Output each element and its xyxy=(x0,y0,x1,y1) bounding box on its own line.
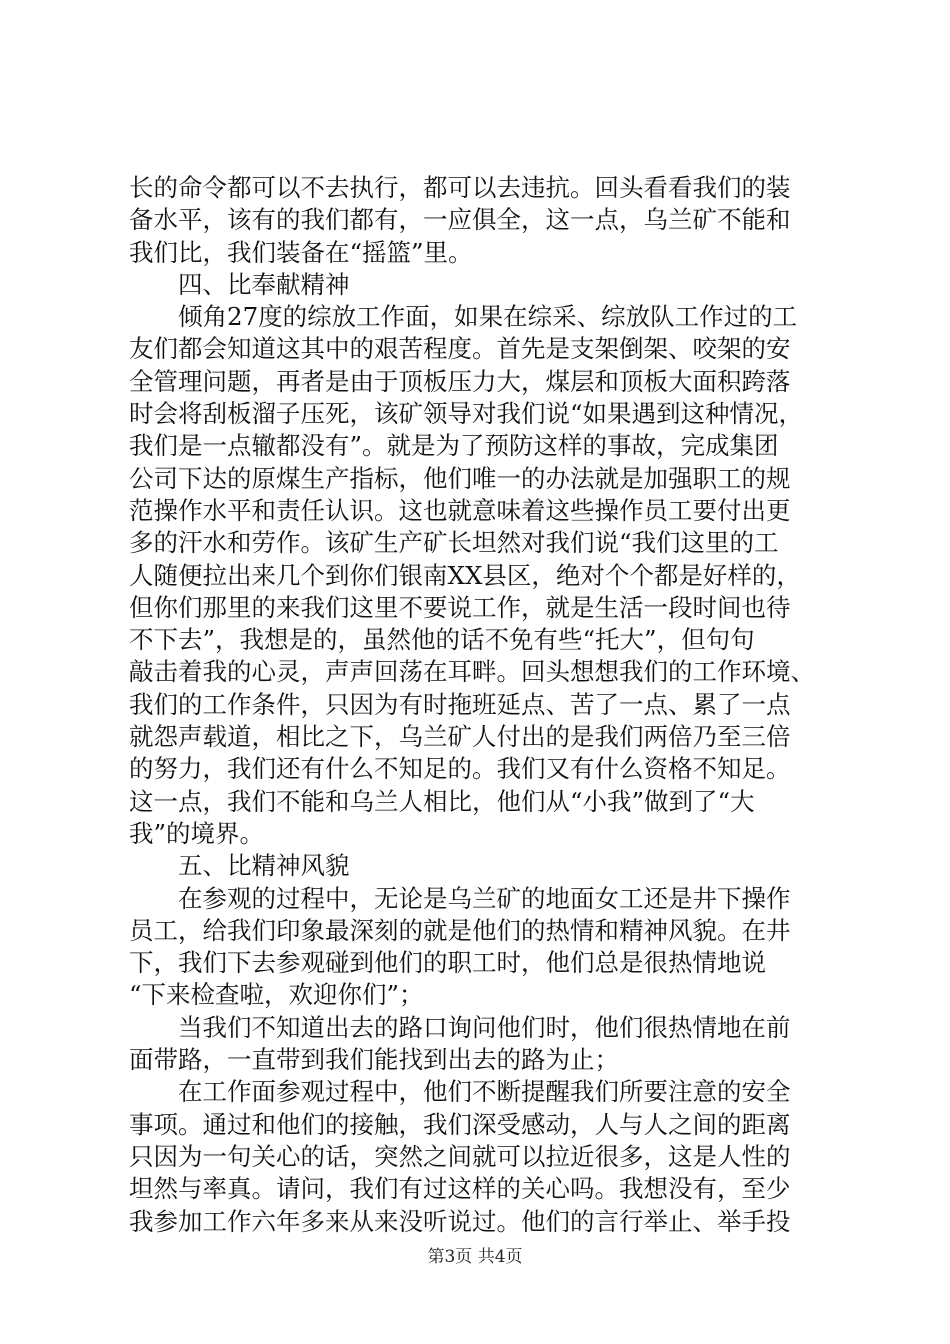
text-line: 长的命令都可以不去执行，都可以去违抗。回头看看我们的装 xyxy=(129,173,791,202)
text-line: 我们的工作条件，只因为有时拖班延点、苦了一点、累了一点 xyxy=(129,689,791,719)
text-line: 我们比，我们装备在“摇篮”里。 xyxy=(129,237,473,267)
text-line: 五、比精神风貌 xyxy=(129,851,350,881)
text-line: “下来检查啦，欢迎你们”； xyxy=(129,980,424,1010)
text-line: 四、比奉献精神 xyxy=(129,269,350,299)
text-line: 的努力，我们还有什么不知足的。我们又有什么资格不知足。 xyxy=(129,754,791,784)
text-line: 友们都会知道这其中的艰苦程度。首先是支架倒架、咬架的安 xyxy=(129,334,791,364)
text-line: 只因为一句关心的话，突然之间就可以拉近很多，这是人性的 xyxy=(129,1141,791,1171)
text-line: 员工，给我们印象最深刻的就是他们的热情和精神风貌。在井 xyxy=(129,915,791,945)
text-line: 我”的境界。 xyxy=(129,818,265,848)
text-line: 当我们不知道出去的路口询问他们时，他们很热情地在前 xyxy=(129,1012,791,1042)
text-line: 敲击着我的心灵，声声回荡在耳畔。回头想想我们的工作环境、 xyxy=(129,657,815,687)
text-line: 这一点，我们不能和乌兰人相比，他们从“小我”做到了“大 xyxy=(129,786,755,816)
text-line: 就怨声载道，相比之下，乌兰矿人付出的是我们两倍乃至三倍 xyxy=(129,722,791,752)
text-line: 范操作水平和责任认识。这也就意味着这些操作员工要付出更 xyxy=(129,495,791,525)
text-line: 事项。通过和他们的接触，我们深受感动，人与人之间的距离 xyxy=(129,1109,791,1139)
text-line: 我们是一点辙都没有”。就是为了预防这样的事故，完成集团 xyxy=(129,431,779,461)
text-line: 多的汗水和劳作。该矿生产矿长坦然对我们说“我们这里的工 xyxy=(129,528,779,558)
text-line: 不下去”，我想是的，虽然他的话不免有些“托大”，但句句 xyxy=(129,625,755,655)
text-line: 面带路，一直带到我们能找到出去的路为止； xyxy=(129,1045,619,1075)
text-line: 但你们那里的来我们这里不要说工作，就是生活一段时间也待 xyxy=(129,592,791,622)
text-line: 在参观的过程中，无论是乌兰矿的地面女工还是井下操作 xyxy=(129,883,791,913)
text-line: 下，我们下去参观碰到他们的职工时，他们总是很热情地说 xyxy=(129,948,766,978)
page-footer: 第3页 共4页 xyxy=(427,1247,523,1267)
text-line: 倾角27度的综放工作面，如果在综采、综放队工作过的工 xyxy=(129,302,798,332)
body-text xyxy=(129,172,829,1238)
text-line: 时会将刮板溜子压死，该矿领导对我们说“如果遇到这种情况， xyxy=(129,399,804,429)
text-line: 人随便拉出来几个到你们银南XX县区，绝对个个都是好样的， xyxy=(129,560,801,590)
text-line: 坦然与率真。请问，我们有过这样的关心吗。我想没有，至少 xyxy=(129,1174,791,1204)
text-line: 在工作面参观过程中，他们不断提醒我们所要注意的安全 xyxy=(129,1077,791,1107)
text-line: 备水平，该有的我们都有，一应俱全，这一点，乌兰矿不能和 xyxy=(129,205,791,235)
text-line: 公司下达的原煤生产指标，他们唯一的办法就是加强职工的规 xyxy=(129,463,791,493)
text-line: 全管理问题，再者是由于顶板压力大，煤层和顶板大面积跨落 xyxy=(129,366,791,396)
text-line: 我参加工作六年多来从来没听说过。他们的言行举止、举手投 xyxy=(129,1206,791,1236)
